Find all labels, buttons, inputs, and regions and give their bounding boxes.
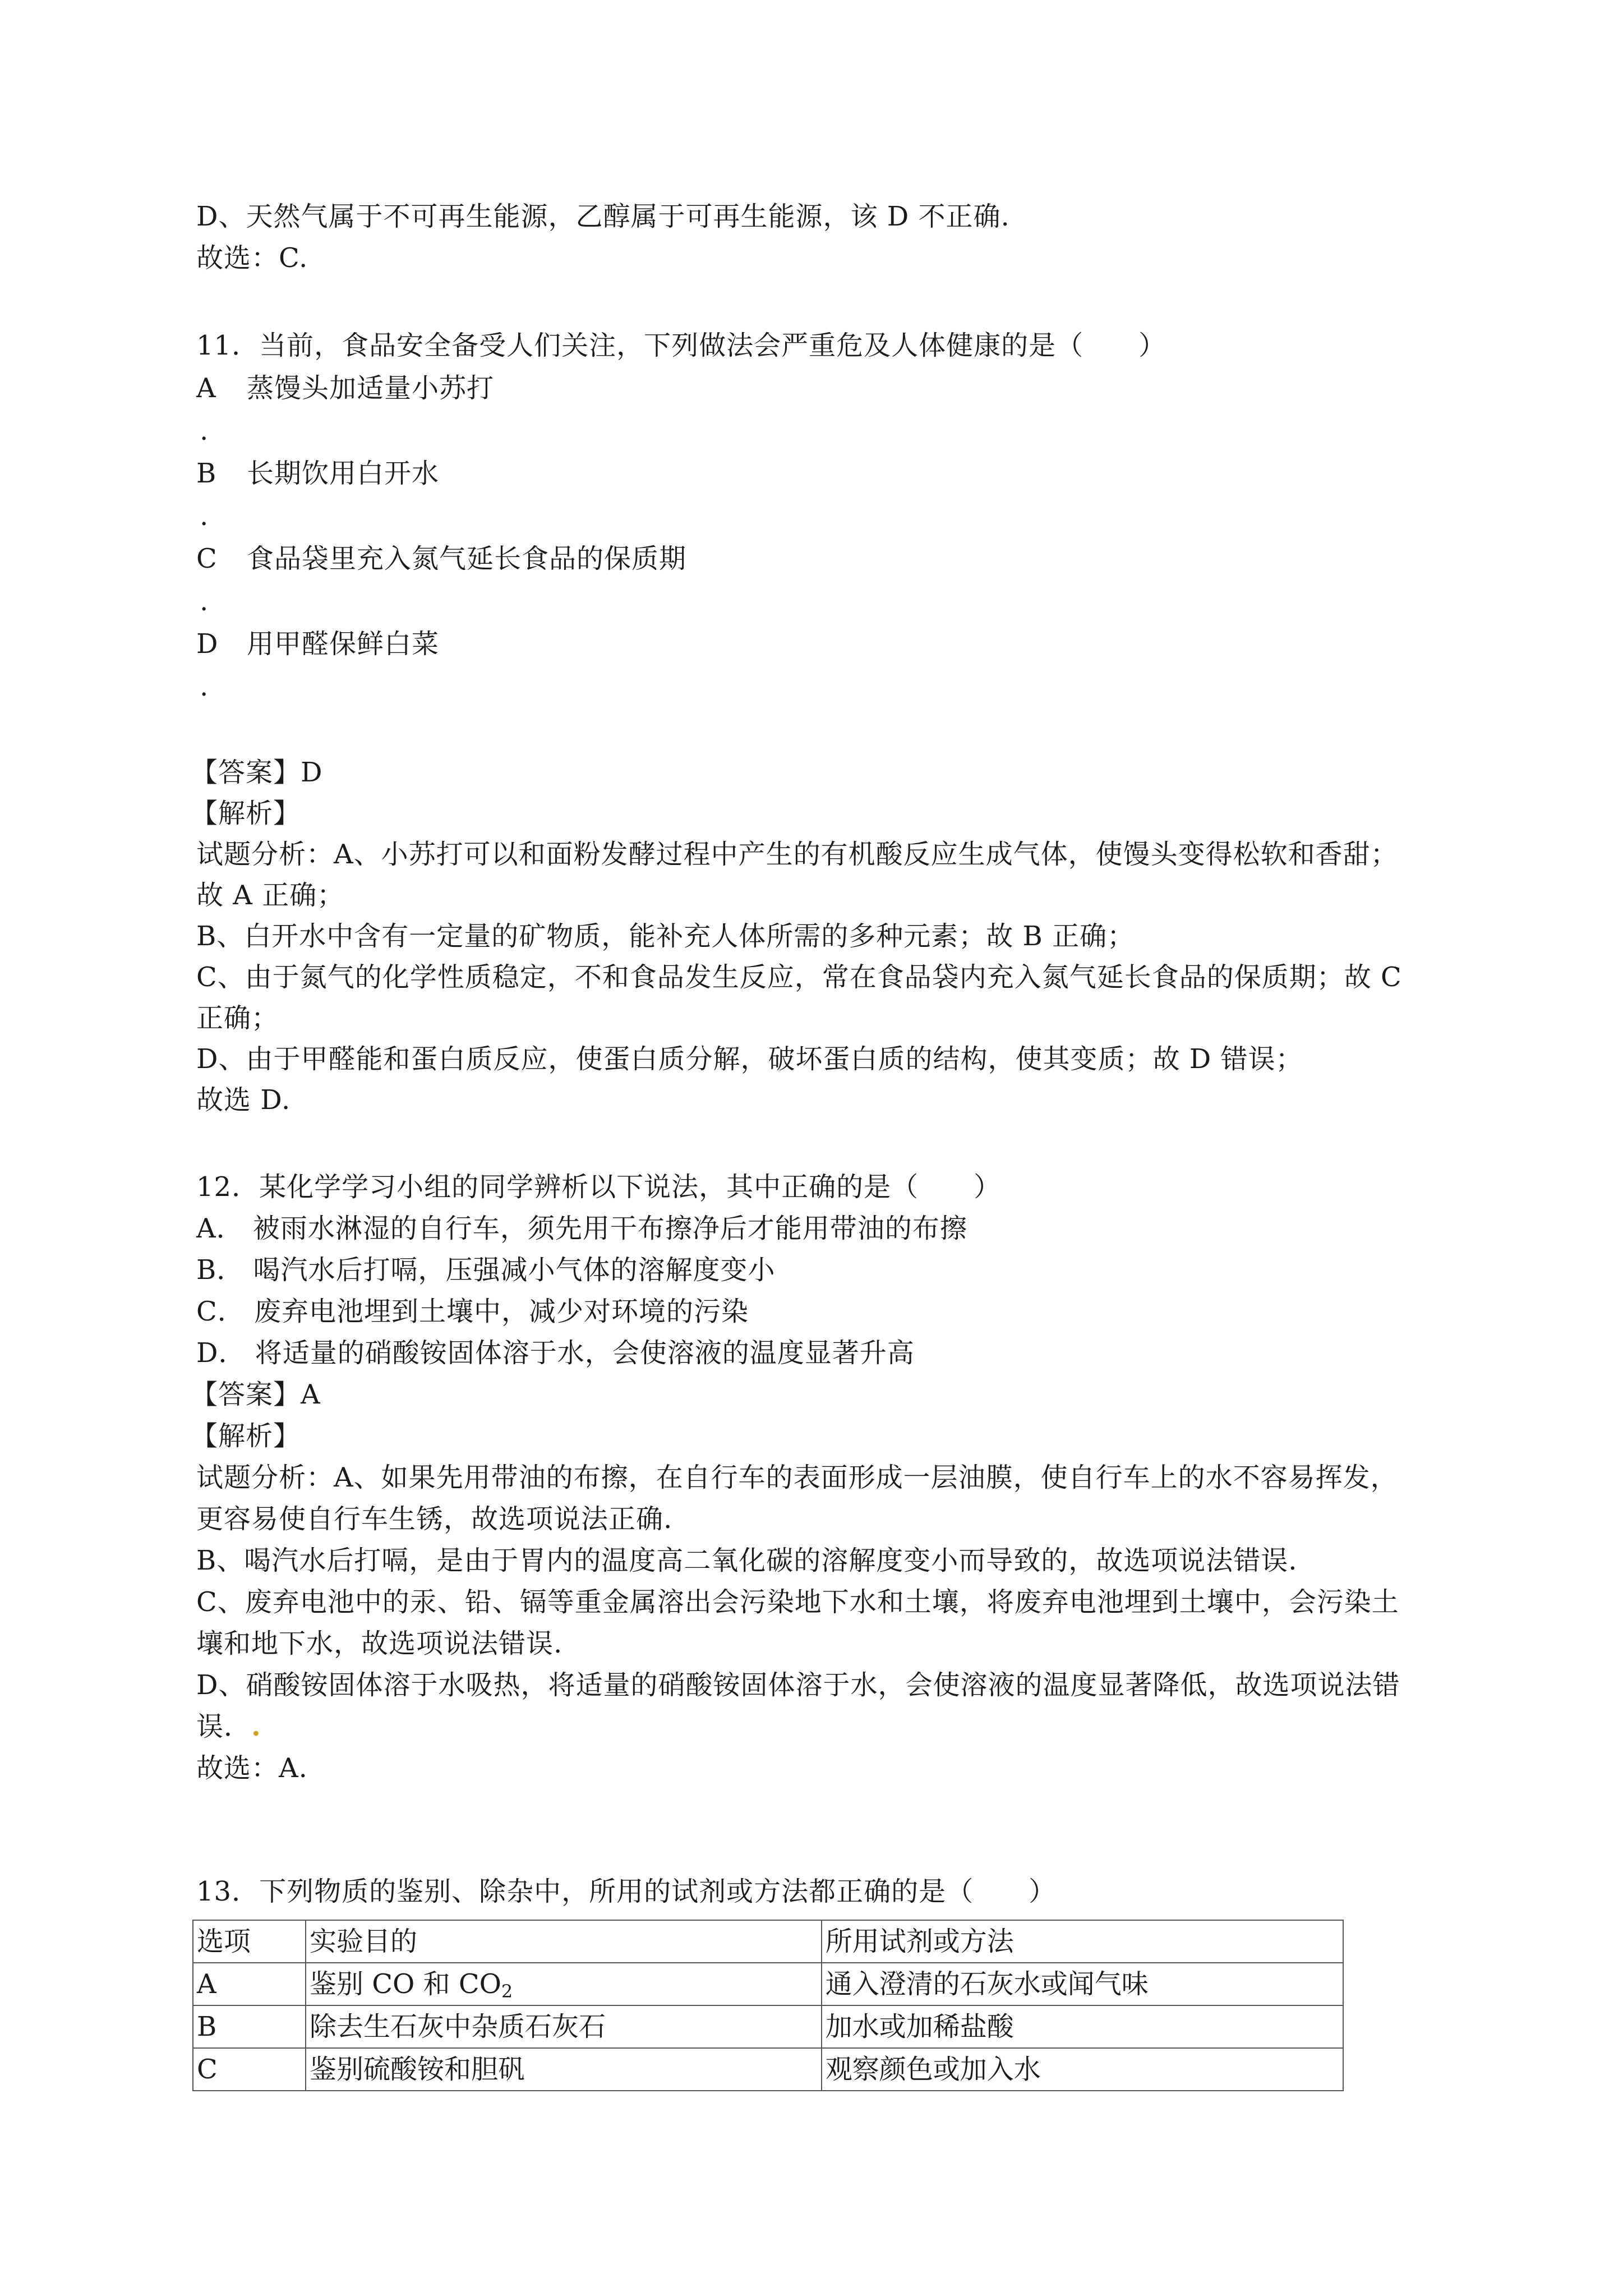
q12-option-a: A． 被雨水淋湿的自行车，须先用干布擦净后才能用带油的布擦 [196,1213,967,1244]
q12-answer: 【答案】A [191,1379,321,1410]
q11-option-a [196,371,494,405]
q12-analysis-line: 壤和地下水，故选项说法错误. [196,1628,563,1659]
q11-analysis-line: D、由于甲醛能和蛋白质反应，使蛋白质分解，破坏蛋白质的结构，使其变质；故 D 错误； [196,1043,1303,1075]
table-header-cell: 选项 [193,1920,306,1963]
q10-option-d-explanation: D、天然气属于不可再生能源，乙醇属于可再生能源，该 D 不正确. [196,201,1010,232]
q11-analysis-line: 故 A 正确； [196,880,345,911]
table-header-cell: 实验目的 [306,1920,822,1963]
table-cell-option: A [193,1963,306,2005]
table-cell-method: 通入澄清的石灰水或闻气味 [822,1963,1343,2005]
q11-analysis-line: C、由于氮气的化学性质稳定，不和食品发生反应，常在食品袋内充入氮气延长食品的保质期；故 C [196,961,1402,993]
table-cell-option: B [193,2005,306,2048]
q11-option-c [196,542,686,576]
q11-answer: 【答案】D [191,757,323,788]
option-text: 蒸馒头加适量小苏打 [247,372,495,404]
option-letter: B [196,458,217,489]
option-letter: C [196,543,218,574]
option-dot: . [200,671,209,702]
q11-analysis-line: 试题分析：A、小苏打可以和面粉发酵过程中产生的有机酸反应生成气体，使馒头变得松软和香甜； [196,839,1398,870]
q12-option-c: C． 废弃电池埋到土壤中，减少对环境的污染 [196,1296,749,1327]
option-letter: A [196,372,216,404]
q12-analysis-line: C、废弃电池中的汞、铅、镉等重金属溶出会污染地下水和土壤，将废弃电池埋到土壤中，会污染土 [196,1586,1399,1618]
option-text: 长期饮用白开水 [247,458,440,489]
q12-analysis-line: B、喝汽水后打嗝，是由于胃内的温度高二氧化碳的溶解度变小而导致的，故选项说法错误. [196,1545,1298,1576]
q12-stem: 12．某化学学习小组的同学辨析以下说法，其中正确的是（ ） [196,1171,1002,1203]
option-dot: . [200,586,209,617]
accent-mark: . [251,1711,261,1742]
q12-analysis-line: D、硝酸铵固体溶于水吸热，将适量的硝酸铵固体溶于水，会使溶液的温度显著降低，故选项说法错 [196,1669,1400,1701]
q12-analysis-label: 【解析】 [191,1420,301,1452]
table-cell-purpose: 除去生石灰中杂质石灰石 [306,2005,822,2048]
table-cell-method: 观察颜色或加入水 [822,2048,1343,2091]
q12-analysis-line: 试题分析：A、如果先用带油的布擦，在自行车的表面形成一层油膜，使自行车上的水不容易挥发， [196,1462,1398,1493]
table-header-cell: 所用试剂或方法 [822,1920,1343,1963]
table-cell-purpose: 鉴别硫酸铵和胆矾 [306,2048,822,2091]
analysis-text: 误． [196,1711,252,1742]
option-text: 用甲醛保鲜白菜 [247,628,440,660]
q11-stem: 11．当前，食品安全备受人们关注，下列做法会严重危及人体健康的是（ ） [196,330,1166,361]
q11-analysis-line: 正确； [196,1002,279,1034]
q11-option-d [196,627,439,661]
table-cell-purpose [306,1963,822,2005]
subscript: 2 [501,1981,513,2002]
table-cell-method: 加水或加稀盐酸 [822,2005,1343,2048]
q13-stem: 13．下列物质的鉴别、除杂中，所用的试剂或方法都正确的是（ ） [196,1876,1057,1907]
q12-analysis-line: 更容易使自行车生锈，故选项说法正确. [196,1503,673,1535]
option-dot: . [200,415,209,447]
table-row [193,2005,1343,2048]
q11-option-b [196,457,439,490]
purpose-text: 鉴别 CO 和 CO [309,1968,501,2000]
option-dot: . [200,500,209,532]
q11-analysis-label: 【解析】 [191,798,301,829]
q12-conclusion: 故选：A. [196,1752,308,1784]
table-header-row [193,1920,1343,1963]
q11-analysis-line: 故选 D. [196,1084,291,1116]
table-cell-option: C [193,2048,306,2091]
q10-conclusion: 故选：C. [196,242,308,274]
q12-option-b: B． 喝汽水后打嗝，压强减小气体的溶解度变小 [196,1254,776,1286]
q12-option-d: D． 将适量的硝酸铵固体溶于水，会使溶液的温度显著升高 [196,1337,915,1369]
option-letter: D [196,628,219,660]
q12-analysis-last [196,1710,261,1743]
table-row [193,1963,1343,2005]
q11-analysis-line: B、白开水中含有一定量的矿物质，能补充人体所需的多种元素；故 B 正确； [196,921,1135,952]
table-row [193,2048,1343,2091]
q13-table [192,1920,1344,2091]
option-text: 食品袋里充入氮气延长食品的保质期 [247,543,687,574]
